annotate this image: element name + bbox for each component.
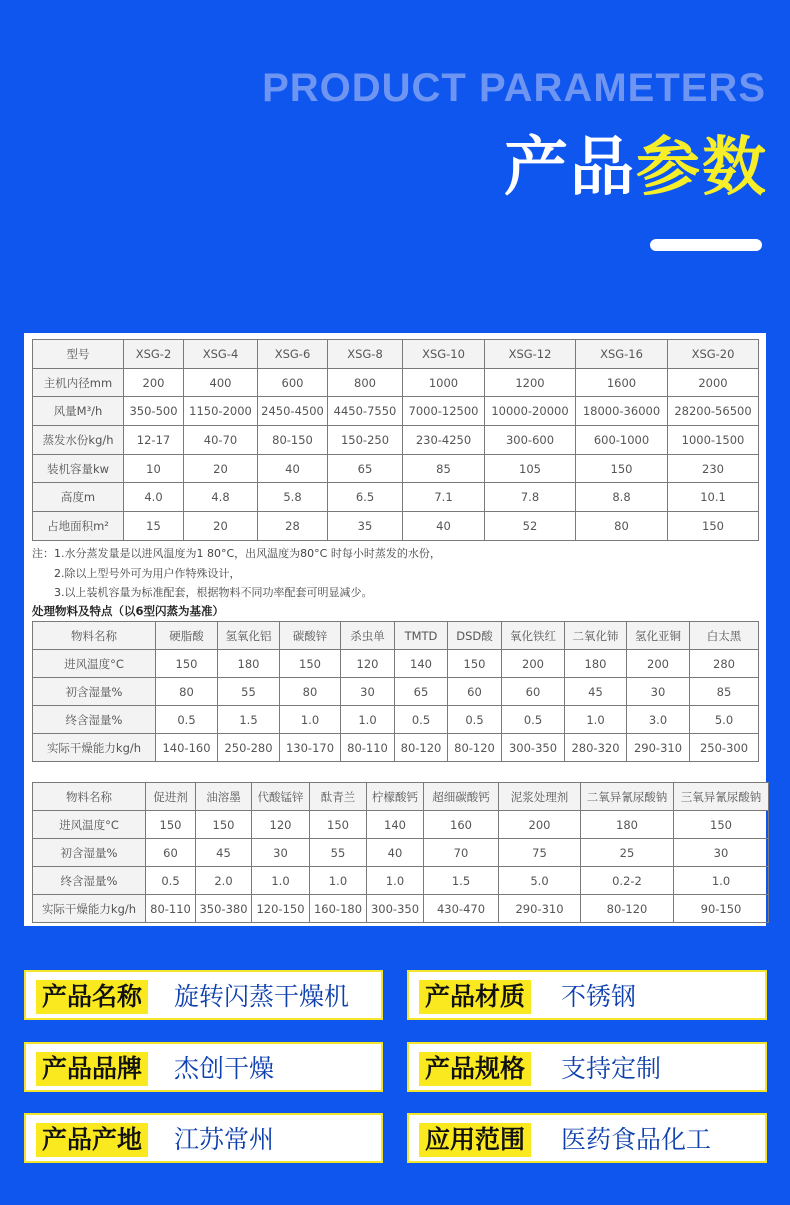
table-cell: 150 bbox=[280, 650, 341, 678]
table-header-cell: XSG-2 bbox=[124, 340, 184, 369]
table-cell: 120 bbox=[252, 811, 310, 839]
table-header-cell: 泥浆处理剂 bbox=[499, 783, 581, 811]
table-cell: 20 bbox=[184, 454, 258, 483]
table-cell: 230-4250 bbox=[403, 426, 485, 455]
table-cell: 150 bbox=[196, 811, 252, 839]
table-cell: 2450-4500 bbox=[258, 397, 328, 426]
table-cell: 65 bbox=[395, 678, 448, 706]
chinese-title bbox=[504, 128, 768, 208]
table-cell: 1200 bbox=[485, 368, 576, 397]
table-row bbox=[33, 454, 759, 483]
process-title: 处理物料及特点（以6型闪蒸为基准） bbox=[32, 604, 224, 618]
table-cell: 280-320 bbox=[565, 734, 627, 762]
table-cell: 160-180 bbox=[310, 895, 367, 923]
table-cell: 350-500 bbox=[124, 397, 184, 426]
notes bbox=[32, 544, 441, 603]
table-header-cell: XSG-4 bbox=[184, 340, 258, 369]
table-cell: 1000-1500 bbox=[668, 426, 759, 455]
info-card-origin bbox=[24, 1113, 383, 1163]
table-cell: 130-170 bbox=[280, 734, 341, 762]
info-card-label: 应用范围 bbox=[419, 1123, 531, 1157]
table-cell: 5.0 bbox=[690, 706, 759, 734]
table-cell: 3.0 bbox=[627, 706, 690, 734]
table-cell: 70 bbox=[424, 839, 499, 867]
table-cell: 80-120 bbox=[448, 734, 502, 762]
chinese-title-white: 产品 bbox=[504, 131, 636, 205]
table-cell: 0.5 bbox=[146, 867, 196, 895]
table-cell: 80-150 bbox=[258, 426, 328, 455]
table-cell: 90-150 bbox=[674, 895, 769, 923]
table-cell: 10 bbox=[124, 454, 184, 483]
table-cell: 30 bbox=[252, 839, 310, 867]
table-cell: 25 bbox=[581, 839, 674, 867]
table-cell: 0.2-2 bbox=[581, 867, 674, 895]
table-cell: 300-350 bbox=[367, 895, 424, 923]
table-cell: 28 bbox=[258, 512, 328, 541]
table-cell: 290-310 bbox=[627, 734, 690, 762]
table-cell: 30 bbox=[341, 678, 395, 706]
table-header-cell: XSG-12 bbox=[485, 340, 576, 369]
table-row-label: 高度m bbox=[33, 483, 124, 512]
table-header-cell: DSD酸 bbox=[448, 622, 502, 650]
table-header-cell: 代酸锰锌 bbox=[252, 783, 310, 811]
table-row bbox=[33, 867, 769, 895]
table-cell: 250-280 bbox=[218, 734, 280, 762]
english-title: PRODUCT PARAMETERS bbox=[262, 66, 766, 110]
table-row-label: 蒸发水份kg/h bbox=[33, 426, 124, 455]
table-cell: 80-110 bbox=[341, 734, 395, 762]
table-cell: 45 bbox=[196, 839, 252, 867]
table-header-cell: 二氧化铈 bbox=[565, 622, 627, 650]
material-table-2 bbox=[32, 782, 769, 923]
table-header-cell: 物料名称 bbox=[33, 783, 146, 811]
table-row bbox=[33, 734, 759, 762]
table-cell: 1.0 bbox=[280, 706, 341, 734]
info-card-value: 不锈钢 bbox=[561, 982, 637, 1011]
table-row bbox=[33, 512, 759, 541]
table-cell: 10.1 bbox=[668, 483, 759, 512]
table-cell: 60 bbox=[448, 678, 502, 706]
table-row bbox=[33, 839, 769, 867]
table-header-cell: XSG-20 bbox=[668, 340, 759, 369]
table-cell: 250-300 bbox=[690, 734, 759, 762]
table-cell: 20 bbox=[184, 512, 258, 541]
table-cell: 28200-56500 bbox=[668, 397, 759, 426]
table-cell: 7000-12500 bbox=[403, 397, 485, 426]
table-row-label: 风量M³/h bbox=[33, 397, 124, 426]
info-card-label: 产品名称 bbox=[36, 980, 148, 1014]
table-cell: 80-120 bbox=[395, 734, 448, 762]
table-row bbox=[33, 783, 769, 811]
table-cell: 150 bbox=[310, 811, 367, 839]
table-cell: 18000-36000 bbox=[576, 397, 668, 426]
table-row-label: 主机内径mm bbox=[33, 368, 124, 397]
parameter-sheet bbox=[24, 333, 766, 926]
table-cell: 1.0 bbox=[565, 706, 627, 734]
table-cell: 105 bbox=[485, 454, 576, 483]
table-header-cell: 杀虫单 bbox=[341, 622, 395, 650]
table-cell: 180 bbox=[218, 650, 280, 678]
table-cell: 40-70 bbox=[184, 426, 258, 455]
table-cell: 1.0 bbox=[310, 867, 367, 895]
table-row bbox=[33, 895, 769, 923]
table-cell: 80-110 bbox=[146, 895, 196, 923]
table-row bbox=[33, 368, 759, 397]
info-card-value: 医药食品化工 bbox=[561, 1125, 712, 1154]
info-card-value: 江苏常州 bbox=[174, 1125, 275, 1154]
table-cell: 150 bbox=[576, 454, 668, 483]
table-cell: 2.0 bbox=[196, 867, 252, 895]
table-cell: 120-150 bbox=[252, 895, 310, 923]
table-row-label: 终含湿量% bbox=[33, 706, 156, 734]
table-header-cell: XSG-10 bbox=[403, 340, 485, 369]
table-cell: 350-380 bbox=[196, 895, 252, 923]
table-cell: 80-120 bbox=[581, 895, 674, 923]
table-cell: 300-350 bbox=[502, 734, 565, 762]
table-header-cell: 氧化铁红 bbox=[502, 622, 565, 650]
table-row-label: 初含湿量% bbox=[33, 839, 146, 867]
spec-table bbox=[32, 339, 759, 541]
table-cell: 1.5 bbox=[424, 867, 499, 895]
info-card-application bbox=[407, 1113, 767, 1163]
table-cell: 30 bbox=[674, 839, 769, 867]
table-cell: 85 bbox=[403, 454, 485, 483]
table-header-cell: XSG-16 bbox=[576, 340, 668, 369]
table-cell: 7.1 bbox=[403, 483, 485, 512]
table-cell: 75 bbox=[499, 839, 581, 867]
material-table-1 bbox=[32, 621, 759, 762]
table-cell: 60 bbox=[502, 678, 565, 706]
table-cell: 430-470 bbox=[424, 895, 499, 923]
table-row-label: 进风温度°C bbox=[33, 811, 146, 839]
table-cell: 15 bbox=[124, 512, 184, 541]
table-row bbox=[33, 340, 759, 369]
table-row-label: 装机容量kw bbox=[33, 454, 124, 483]
table-cell: 280 bbox=[690, 650, 759, 678]
table-cell: 140-160 bbox=[156, 734, 218, 762]
table-cell: 150 bbox=[448, 650, 502, 678]
table-row bbox=[33, 483, 759, 512]
table-row-label: 实际干燥能力kg/h bbox=[33, 895, 146, 923]
note-line: 2.除以上型号外可为用户作特殊设计， bbox=[54, 566, 241, 580]
table-cell: 140 bbox=[367, 811, 424, 839]
table-cell: 160 bbox=[424, 811, 499, 839]
table-cell: 230 bbox=[668, 454, 759, 483]
table-cell: 55 bbox=[310, 839, 367, 867]
table-cell: 5.0 bbox=[499, 867, 581, 895]
table-header-cell: 二氧异氰尿酸钠 bbox=[581, 783, 674, 811]
table-header-cell: 酞青兰 bbox=[310, 783, 367, 811]
info-card-material bbox=[407, 970, 767, 1020]
table-cell: 200 bbox=[499, 811, 581, 839]
table-cell: 85 bbox=[690, 678, 759, 706]
table-cell: 0.5 bbox=[502, 706, 565, 734]
table-cell: 1.0 bbox=[252, 867, 310, 895]
table-row-label: 进风温度°C bbox=[33, 650, 156, 678]
table-cell: 600 bbox=[258, 368, 328, 397]
table-row-label: 实际干燥能力kg/h bbox=[33, 734, 156, 762]
info-card-label: 产品品牌 bbox=[36, 1052, 148, 1086]
note-line: 注：1.水分蒸发量是以进风温度为1 80°C，出风温度为80°C 时每小时蒸发的水份， bbox=[32, 547, 441, 560]
table-cell: 600-1000 bbox=[576, 426, 668, 455]
table-row bbox=[33, 811, 769, 839]
table-cell: 150 bbox=[674, 811, 769, 839]
table-cell: 1000 bbox=[403, 368, 485, 397]
chinese-title-yellow: 参数 bbox=[636, 131, 768, 205]
table-header-cell: 超细碳酸钙 bbox=[424, 783, 499, 811]
table-cell: 80 bbox=[280, 678, 341, 706]
table-cell: 8.8 bbox=[576, 483, 668, 512]
table-cell: 2000 bbox=[668, 368, 759, 397]
title-underline bbox=[650, 239, 762, 251]
table-cell: 140 bbox=[395, 650, 448, 678]
table-cell: 400 bbox=[184, 368, 258, 397]
table-header-cell: 物料名称 bbox=[33, 622, 156, 650]
table-cell: 1.0 bbox=[674, 867, 769, 895]
info-card-label: 产品产地 bbox=[36, 1123, 148, 1157]
table-row bbox=[33, 706, 759, 734]
table-header-cell: 三氧异氰尿酸钠 bbox=[674, 783, 769, 811]
table-header-cell: 硬脂酸 bbox=[156, 622, 218, 650]
table-cell: 200 bbox=[124, 368, 184, 397]
table-header-cell: 柠檬酸钙 bbox=[367, 783, 424, 811]
table-cell: 0.5 bbox=[448, 706, 502, 734]
table-cell: 80 bbox=[156, 678, 218, 706]
table-header-cell: 氢化亚铜 bbox=[627, 622, 690, 650]
info-card-specification bbox=[407, 1042, 767, 1092]
table-row-label: 初含湿量% bbox=[33, 678, 156, 706]
table-row bbox=[33, 397, 759, 426]
info-card-value: 杰创干燥 bbox=[174, 1054, 275, 1083]
note-line: 3.以上装机容量为标准配套，根据物料不同功率配套可明显减少。 bbox=[54, 586, 373, 599]
table-header-cell: 白太黑 bbox=[690, 622, 759, 650]
table-cell: 60 bbox=[146, 839, 196, 867]
table-cell: 800 bbox=[328, 368, 403, 397]
table-cell: 35 bbox=[328, 512, 403, 541]
table-cell: 0.5 bbox=[395, 706, 448, 734]
table-cell: 200 bbox=[627, 650, 690, 678]
table-cell: 150-250 bbox=[328, 426, 403, 455]
table-header-cell: 促进剂 bbox=[146, 783, 196, 811]
table-cell: 12-17 bbox=[124, 426, 184, 455]
table-header-cell: XSG-6 bbox=[258, 340, 328, 369]
table-header-cell: 型号 bbox=[33, 340, 124, 369]
table-cell: 180 bbox=[565, 650, 627, 678]
table-cell: 300-600 bbox=[485, 426, 576, 455]
table-header-cell: TMTD bbox=[395, 622, 448, 650]
table-cell: 1.0 bbox=[367, 867, 424, 895]
table-cell: 120 bbox=[341, 650, 395, 678]
table-cell: 55 bbox=[218, 678, 280, 706]
table-cell: 40 bbox=[258, 454, 328, 483]
table-cell: 40 bbox=[403, 512, 485, 541]
info-card-value: 旋转闪蒸干燥机 bbox=[174, 982, 350, 1011]
table-row bbox=[33, 650, 759, 678]
table-header-cell: 碳酸锌 bbox=[280, 622, 341, 650]
table-header-cell: 氢氧化铝 bbox=[218, 622, 280, 650]
table-cell: 30 bbox=[627, 678, 690, 706]
table-cell: 65 bbox=[328, 454, 403, 483]
table-cell: 1600 bbox=[576, 368, 668, 397]
info-card-label: 产品材质 bbox=[419, 980, 531, 1014]
table-cell: 6.5 bbox=[328, 483, 403, 512]
info-card-brand bbox=[24, 1042, 383, 1092]
info-card-label: 产品规格 bbox=[419, 1052, 531, 1086]
table-cell: 1150-2000 bbox=[184, 397, 258, 426]
table-row bbox=[33, 622, 759, 650]
table-cell: 10000-20000 bbox=[485, 397, 576, 426]
table-cell: 180 bbox=[581, 811, 674, 839]
table-cell: 45 bbox=[565, 678, 627, 706]
info-card-product-name bbox=[24, 970, 383, 1020]
table-cell: 40 bbox=[367, 839, 424, 867]
table-row bbox=[33, 426, 759, 455]
info-card-value: 支持定制 bbox=[561, 1054, 662, 1083]
table-cell: 200 bbox=[502, 650, 565, 678]
table-cell: 1.0 bbox=[341, 706, 395, 734]
table-row-label: 终含湿量% bbox=[33, 867, 146, 895]
table-header-cell: XSG-8 bbox=[328, 340, 403, 369]
table-cell: 1.5 bbox=[218, 706, 280, 734]
table-header-cell: 油溶墨 bbox=[196, 783, 252, 811]
table-cell: 4450-7550 bbox=[328, 397, 403, 426]
table-cell: 80 bbox=[576, 512, 668, 541]
table-cell: 150 bbox=[146, 811, 196, 839]
table-row bbox=[33, 678, 759, 706]
table-cell: 5.8 bbox=[258, 483, 328, 512]
table-cell: 150 bbox=[156, 650, 218, 678]
table-cell: 150 bbox=[668, 512, 759, 541]
table-cell: 4.8 bbox=[184, 483, 258, 512]
table-cell: 0.5 bbox=[156, 706, 218, 734]
table-row-label: 占地面积m² bbox=[33, 512, 124, 541]
table-cell: 7.8 bbox=[485, 483, 576, 512]
table-cell: 290-310 bbox=[499, 895, 581, 923]
table-cell: 52 bbox=[485, 512, 576, 541]
table-cell: 4.0 bbox=[124, 483, 184, 512]
